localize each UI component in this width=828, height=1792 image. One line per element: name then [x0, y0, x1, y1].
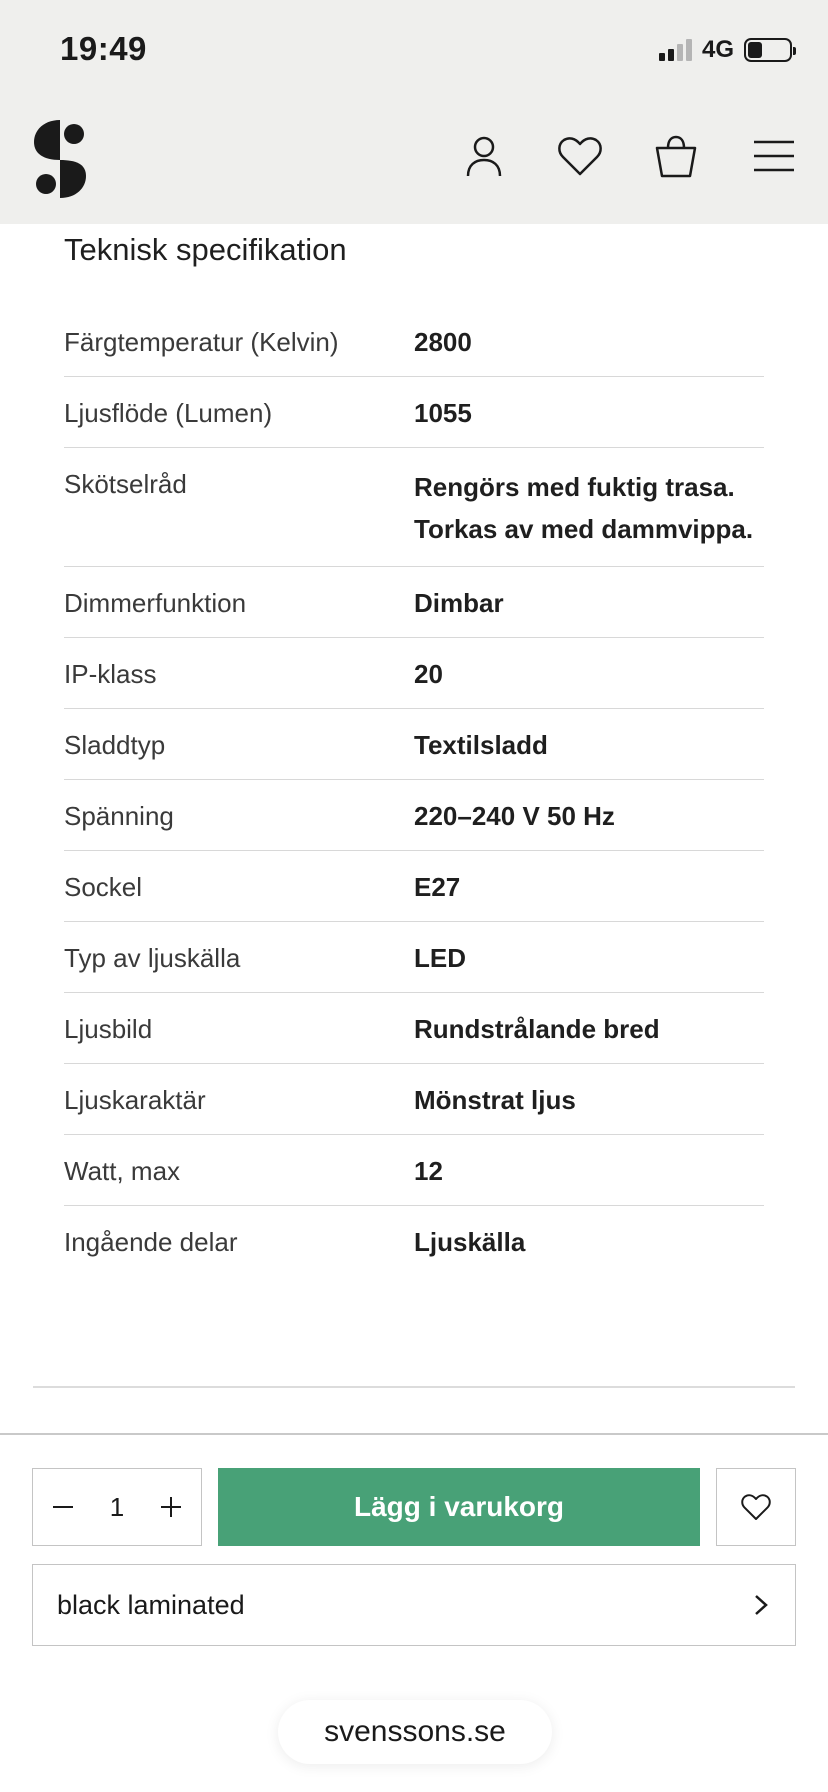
spec-row [64, 567, 764, 638]
spec-value: 12 [414, 1156, 443, 1186]
signal-icon [659, 39, 692, 61]
spec-value: 2800 [414, 327, 472, 357]
spec-row [64, 1206, 764, 1276]
spec-row [64, 780, 764, 851]
spec-key: Ljusflöde (Lumen) [64, 398, 273, 428]
spec-value: Textilsladd [414, 730, 548, 760]
spec-table [64, 306, 764, 1276]
heart-icon[interactable] [556, 132, 604, 180]
variant-selector[interactable] [32, 1564, 796, 1646]
spec-row [64, 638, 764, 709]
spec-key: Dimmerfunktion [64, 588, 247, 618]
account-icon[interactable] [460, 132, 508, 180]
plus-icon [159, 1495, 183, 1519]
spec-value: Dimbar [414, 588, 504, 618]
chevron-right-icon [751, 1593, 771, 1617]
browser-url[interactable]: svenssons.se [278, 1700, 552, 1764]
decrease-quantity-button[interactable] [47, 1491, 79, 1523]
minus-icon [51, 1495, 75, 1519]
quantity-stepper [32, 1468, 202, 1546]
add-to-cart-button[interactable]: Lägg i varukorg [218, 1468, 700, 1546]
spec-key: Ljusbild [64, 1014, 153, 1044]
divider [33, 1386, 795, 1388]
spec-key: Ljuskaraktär [64, 1085, 206, 1115]
heart-icon [740, 1491, 772, 1523]
spec-value: 20 [414, 659, 443, 689]
spec-value: Mönstrat ljus [414, 1085, 576, 1115]
spec-row [64, 851, 764, 922]
spec-row [64, 1135, 764, 1206]
spec-value: LED [414, 943, 466, 973]
battery-icon [744, 38, 792, 62]
spec-key: Färgtemperatur (Kelvin) [64, 327, 339, 357]
spec-key: Skötselråd [64, 469, 187, 499]
spec-value: E27 [414, 872, 461, 902]
variant-label: black laminated [57, 1589, 245, 1620]
spec-row [64, 377, 764, 448]
increase-quantity-button[interactable] [155, 1491, 187, 1523]
divider [0, 1433, 828, 1435]
spec-row [64, 709, 764, 780]
status-indicators [659, 36, 792, 64]
top-bar [0, 0, 828, 224]
spec-row [64, 993, 764, 1064]
spec-value: 220–240 V 50 Hz [414, 801, 615, 831]
spec-row [64, 306, 764, 377]
spec-key: Typ av ljuskälla [64, 943, 241, 973]
spec-key: Sladdtyp [64, 730, 166, 760]
add-to-wishlist-button[interactable] [716, 1468, 796, 1546]
spec-value: Rundstrålande bred [414, 1014, 660, 1044]
spec-key: Spänning [64, 801, 174, 831]
spec-value: Ljuskälla [414, 1227, 526, 1257]
network-label: 4G [701, 36, 734, 63]
spec-row [64, 1064, 764, 1135]
spec-row [64, 448, 764, 567]
status-time: 19:49 [60, 30, 147, 67]
spec-value: Rengörs med fuktig trasa. Torkas av med dammvippa. [414, 472, 754, 544]
menu-icon[interactable] [750, 132, 798, 180]
spec-title: Teknisk specifikation [64, 232, 347, 267]
quantity-value[interactable]: 1 [109, 1491, 125, 1522]
spec-value: 1055 [414, 398, 472, 428]
spec-row [64, 922, 764, 993]
spec-key: Watt, max [64, 1156, 181, 1186]
svenssons-logo-icon[interactable] [30, 118, 90, 200]
spec-key: Sockel [64, 872, 143, 902]
basket-icon[interactable] [652, 132, 700, 180]
spec-key: IP-klass [64, 659, 157, 689]
spec-key: Ingående delar [64, 1227, 238, 1257]
